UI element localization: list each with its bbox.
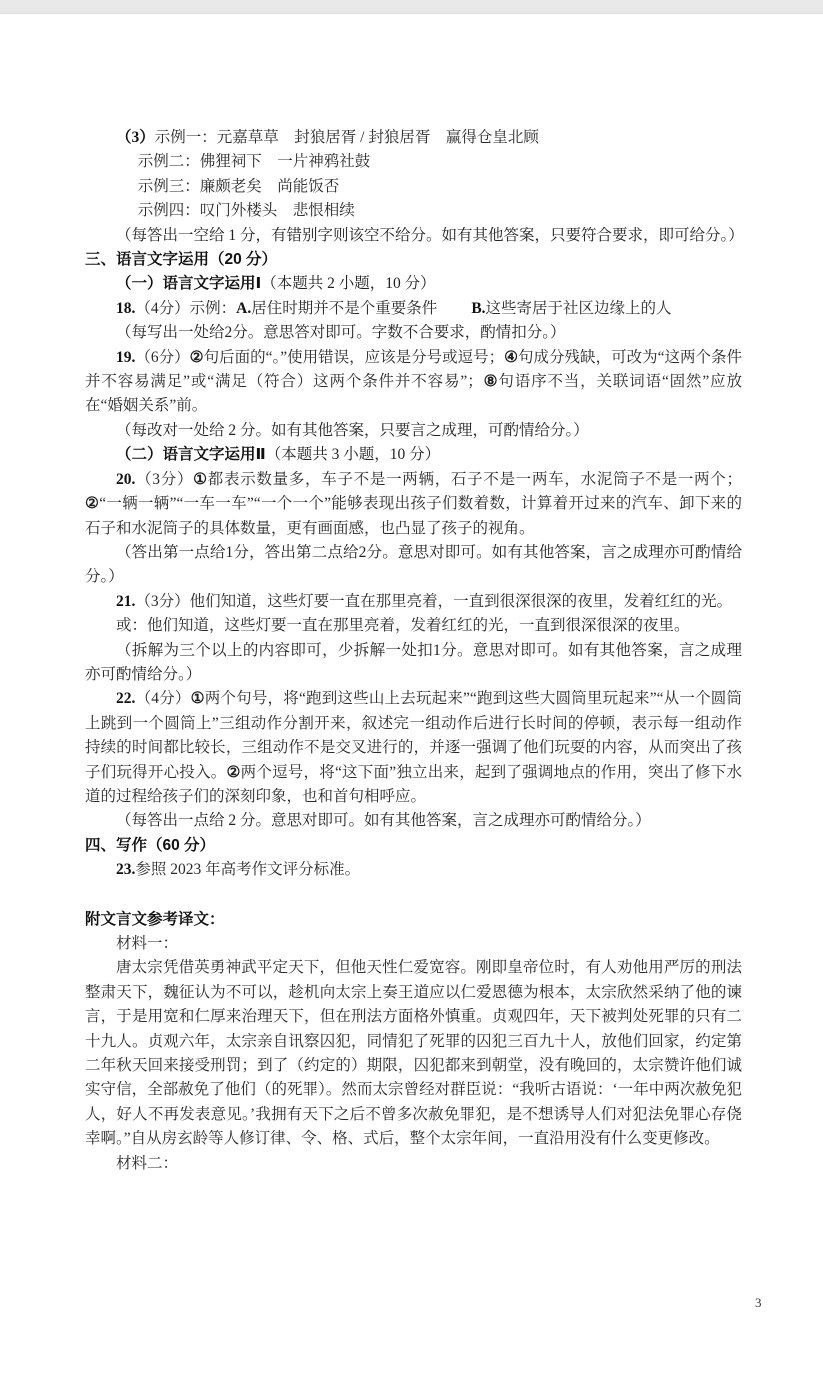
answer-21-alternative: 或：他们知道，这些灯要一直在那里亮着，发着红红的光，一直到很深很深的夜里。	[116, 617, 690, 635]
scoring-note-21: （拆解为三个以上的内容即可，少拆解一处扣1分。意思对即可。如有其他答案，言之成理亦可酌情给分。）	[85, 641, 742, 683]
answer-20	[85, 468, 742, 541]
scoring-note-19: （每改对一处给 2 分。如有其他答案，只要言之成理，可酌情给分。）	[116, 421, 589, 439]
section-3-heading: 三、语言文字运用（20 分）	[85, 251, 278, 269]
material-1-translation: 唐太宗凭借英勇神武平定天下，但他天性仁爱宽容。刚即皇帝位时，有人劝他用严厉的刑法整肃天下，魏征认为不可以，趁机向太宗上奏王道应以仁爱恩德为根本，太宗欣然采纳了他的谏言，于是用宽和仁厚来治理天下，但在刑法方面格外慎重。贞观四年，天下被判处死罪的只有二十九人。贞观六年，太宗亲自讯察囚犯，同情犯了死罪的囚犯三百九十人，放他们回家，约定第二年秋天回来接受刑罚；到了（约定的）期限，囚犯都来到朝堂，没有晚回的，太宗赞许他们诚实守信，全部赦免了他们（的死罪）。然而太宗曾经对群臣说：“我听古语说：‘一年中两次赦免犯人，好人不再发表意见。’我拥有天下之后不曾多次赦免罪犯，是不想诱导人们对犯法免罪心存侥幸啊。”自从房玄龄等人修订律、令、格、式后，整个太宗年间，一直沿用没有什么变更修改。	[85, 959, 742, 1148]
document-content	[85, 126, 742, 1176]
example-3: 示例三：廉颇老矣 尚能饭否	[137, 177, 340, 195]
item-label: （3）	[116, 129, 155, 146]
material-1-label: 材料一：	[116, 935, 179, 952]
answer-21-text: （3分）他们知道，这些灯要一直在那里亮着，一直到很深很深的夜里，发着红红的光。	[135, 592, 733, 610]
subsection-2-title: （二）语言文字运用Ⅱ	[116, 446, 266, 464]
answer-19-part2: 句成分残缺，可改为“这两个条件并不容易满足”或“满足（符合）这两个条件并不容易”；	[85, 348, 742, 391]
top-bar	[0, 0, 823, 14]
answer-19-prefix: （6分）	[135, 348, 190, 366]
circled-8-icon: ⑧	[482, 373, 499, 391]
answer-22	[85, 687, 742, 809]
circled-2-icon: ②	[189, 348, 204, 366]
answer-18-prefix: （4分）示例：	[135, 299, 237, 317]
question-number: 19.	[116, 348, 136, 366]
answer-19-part1: 句后面的“。”使用错误，应该是分号或逗号；	[203, 348, 505, 366]
option-a-text: 居住时期并不是个重要条件	[251, 299, 438, 317]
answer-22-part1: 两个句号，将“跑到这些山上去玩起来”“跑到这些大圆筒里玩起来”“从一个圆筒上跳到一个圆筒上”三组动作分割开来，叙述完一组动作后进行长时间的停顿，表示每一组动作持续的时间都比较长，三组动作不是交叉进行的，并逐一强调了他们玩耍的内容，从而突出了孩子们玩得开心投入。	[85, 690, 742, 781]
question-number: 21.	[116, 592, 136, 610]
subsection-2-heading	[85, 443, 742, 467]
answer-20-part1: 都表示数量多，车子不是一两辆，石子不是一两车，水泥筒子不是一两个；	[207, 470, 742, 488]
question-number: 20.	[116, 470, 136, 488]
scoring-note-22: （每答出一点给 2 分。意思对即可。如有其他答案，言之成理亦可酌情给分。）	[116, 812, 651, 830]
option-b-text: 这些寄居于社区边缘上的人	[485, 299, 672, 317]
circled-1-icon: ①	[190, 690, 205, 708]
subsection-1-meta: （本题共 2 小题，10 分）	[261, 275, 436, 293]
answer-19-part3: 句语序不当，关联词语“固然”应放在“婚姻关系”前。	[85, 373, 742, 415]
example-1: 示例一：元嘉草草 封狼居胥 / 封狼居胥 赢得仓皇北顾	[154, 129, 539, 146]
example-4: 示例四：叹门外楼头 悲恨相续	[137, 202, 355, 220]
example-2: 示例二：佛狸祠下 一片神鸦社鼓	[137, 153, 371, 171]
option-a-label: A.	[236, 299, 252, 317]
answer-21	[85, 590, 742, 614]
page-number: 3	[755, 1295, 762, 1310]
answer-22-prefix: （4分）	[135, 690, 191, 708]
answer-23-text: 参照 2023 年高考作文评分标准。	[135, 861, 361, 879]
scoring-note-20: （答出第一点给1分，答出第二点给2分。意思对即可。如有其他答案，言之成理亦可酌情给分。）	[85, 543, 742, 586]
circled-4-icon: ④	[504, 348, 519, 366]
answer-18	[85, 297, 742, 321]
question-number: 22.	[116, 690, 136, 708]
answer-17-3-line1	[85, 126, 742, 150]
answer-20-prefix: （3分）	[135, 470, 194, 488]
section-4-heading: 四、写作（60 分）	[85, 836, 216, 854]
answer-23	[85, 858, 742, 882]
question-number: 23.	[116, 861, 136, 879]
scoring-note-17-3: （每答出一空给 1 分，有错别字则该空不给分。如有其他答案，只要符合要求，即可给分。）	[116, 226, 744, 244]
material-2-label: 材料二：	[116, 1154, 179, 1172]
scoring-note-18: （每写出一处给2分。意思答对即可。字数不合要求，酌情扣分。）	[116, 324, 566, 342]
answer-20-part2: “一辆一辆”“一车一车”“一个一个”能够表现出孩子们数着数，计算着开过来的汽车、卸下来的石子和水泥筒子的具体数量，更有画面感，也凸显了孩子的视角。	[85, 495, 742, 537]
circled-1-icon: ①	[193, 470, 208, 488]
circled-2-icon: ②	[85, 495, 100, 513]
subsection-1-title: （一）语言文字运用Ⅰ	[116, 275, 262, 293]
answer-19	[85, 346, 742, 419]
option-b-label: B.	[471, 299, 486, 317]
question-number: 18.	[116, 299, 136, 317]
subsection-2-meta: （本题共 3 小题，10 分）	[265, 446, 441, 464]
appendix-heading: 附文言文参考译文：	[85, 910, 225, 928]
subsection-1-heading	[85, 272, 742, 296]
circled-2-icon: ②	[226, 763, 241, 781]
answer-22-part2: 两个逗号，将“这下面”独立出来，起到了强调地点的作用，突出了修下水道的过程给孩子们的深刻印象，也和首句相呼应。	[85, 763, 742, 805]
